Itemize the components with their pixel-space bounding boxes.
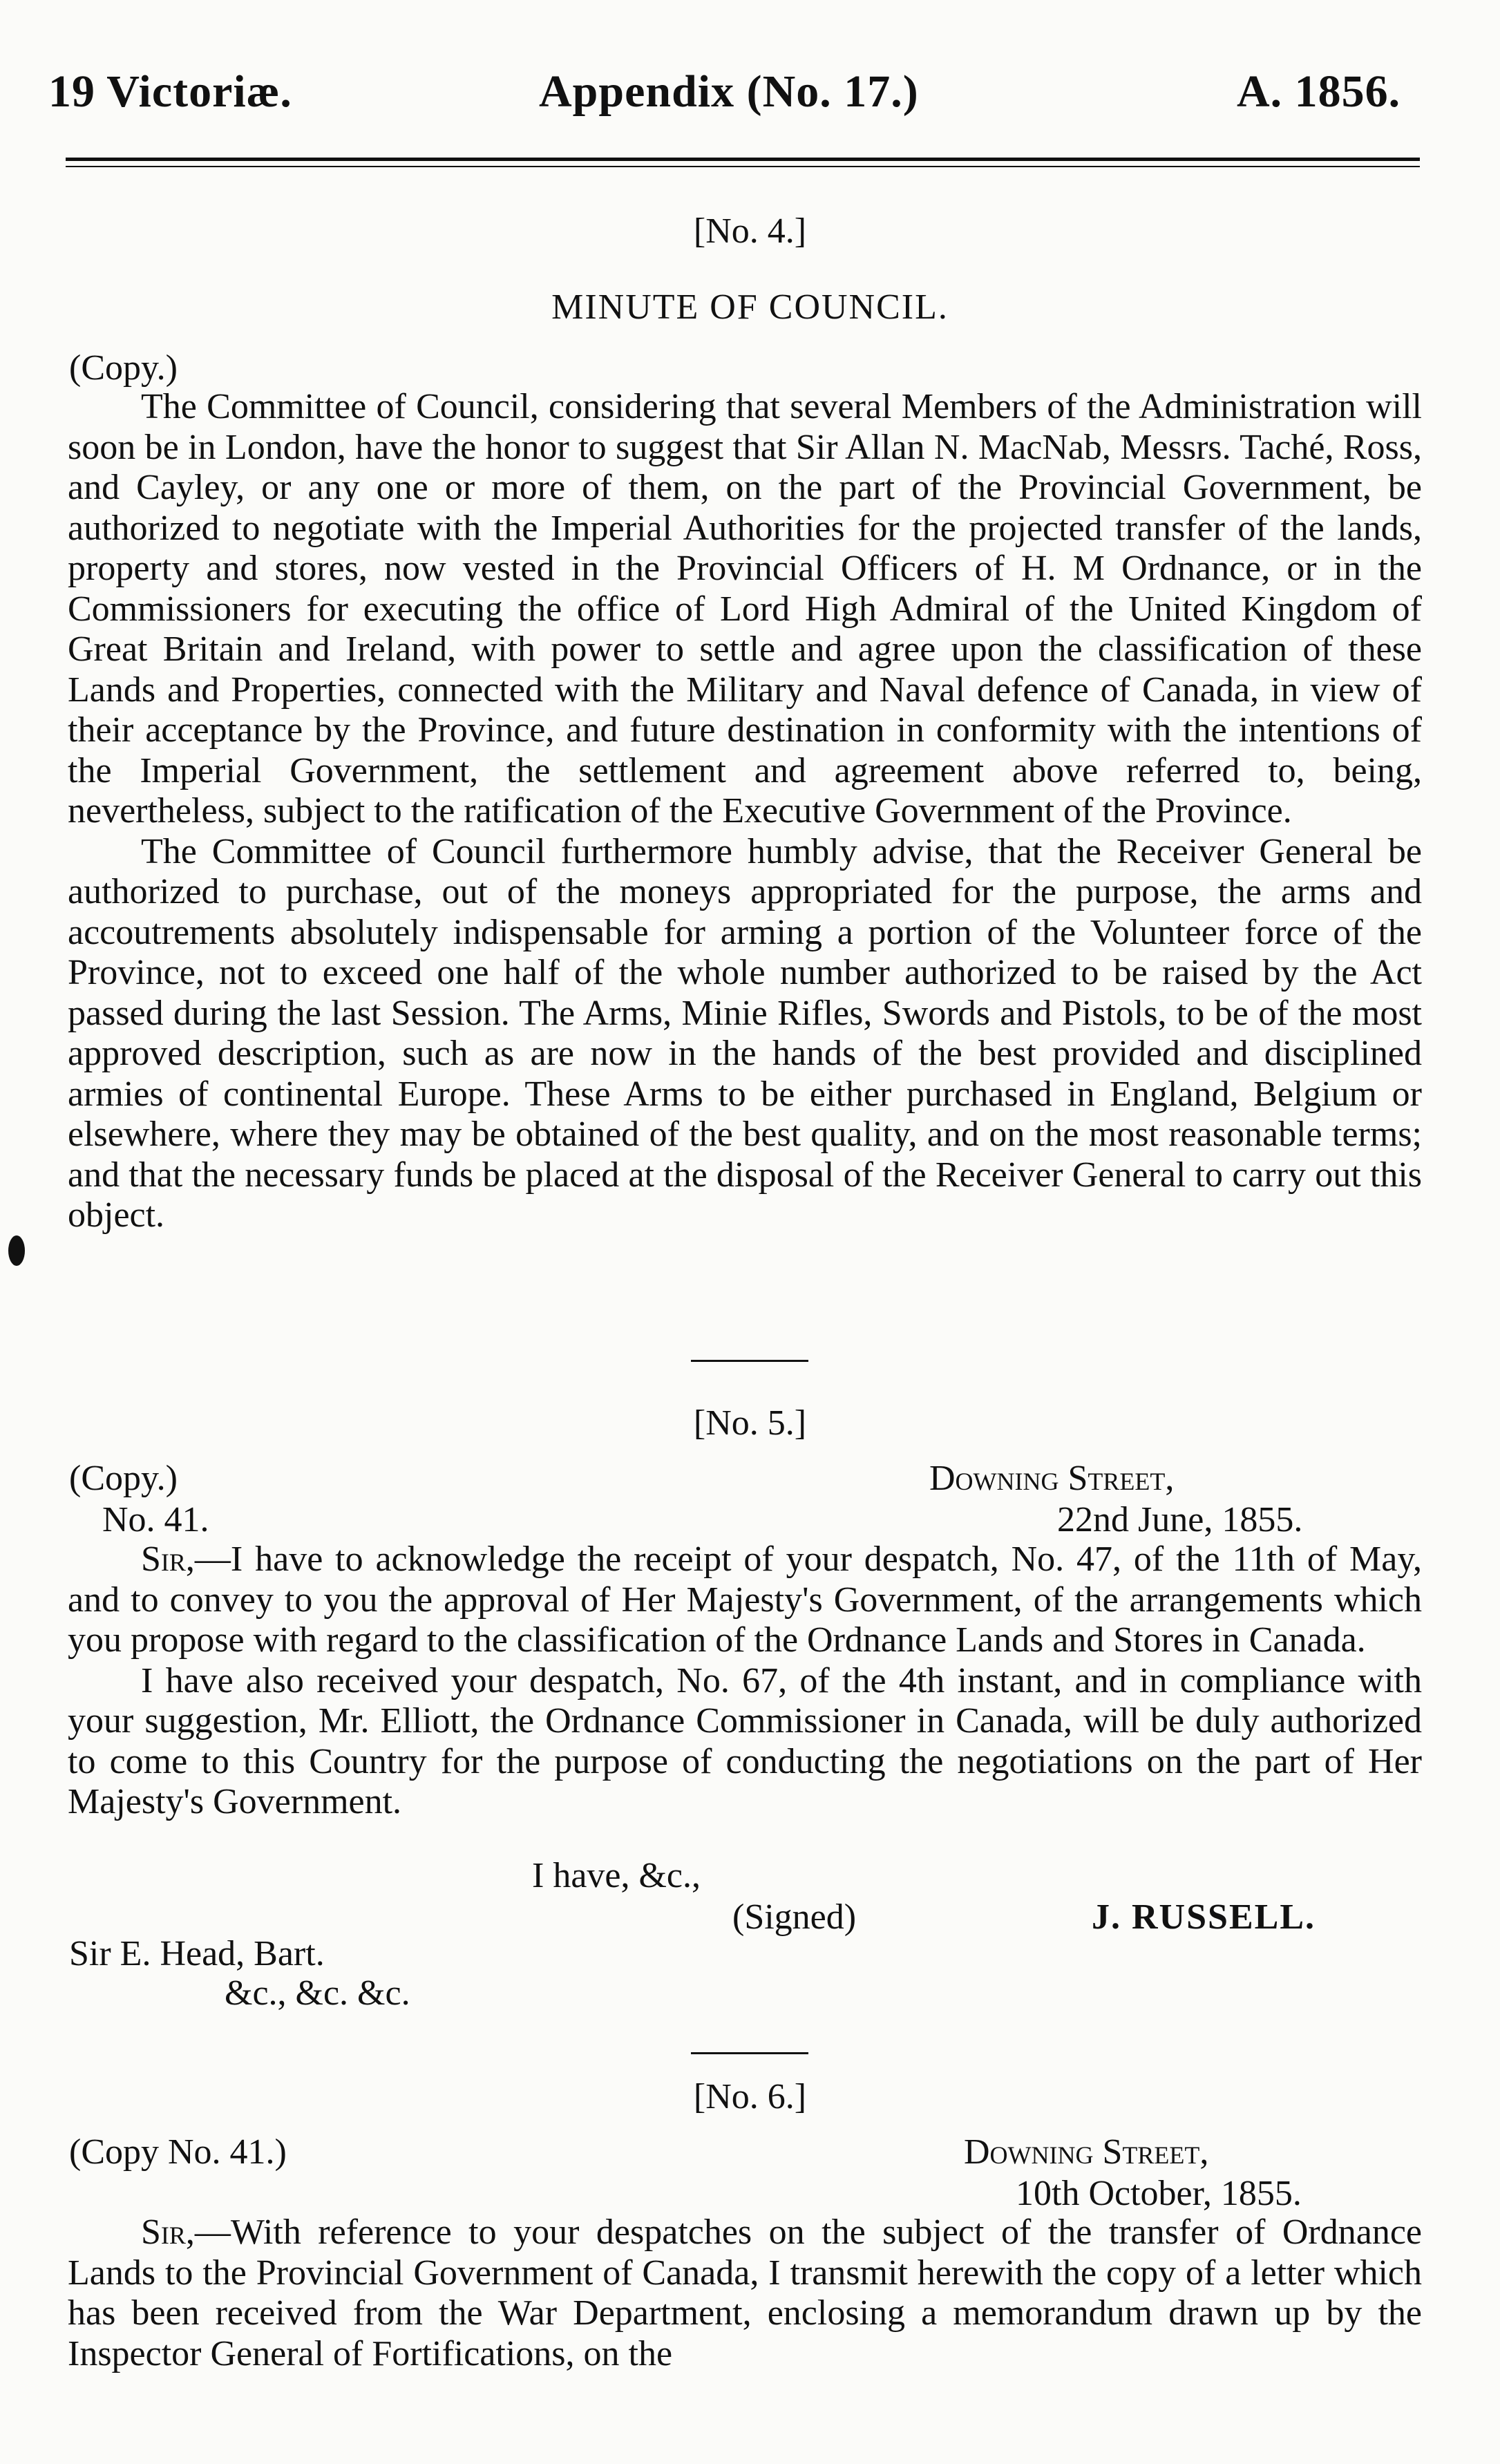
section-divider-1 <box>691 1360 808 1362</box>
doc5-copy-label: (Copy.) <box>69 1459 178 1498</box>
doc5-salutation: Sir, <box>141 1539 195 1579</box>
doc4-copy-label: (Copy.) <box>69 348 178 388</box>
doc6-copy-label: (Copy No. 41.) <box>69 2132 287 2172</box>
doc5-signed-label: (Signed) <box>732 1897 857 1937</box>
doc4-number: [No. 4.] <box>693 211 807 251</box>
header-rule-thick <box>66 158 1420 161</box>
header-appendix: Appendix (No. 17.) <box>539 66 919 117</box>
doc5-signature: J. RUSSELL. <box>1092 1897 1316 1937</box>
doc4-paragraph-2: The Committee of Council furthermore humbly advise, that the Receiver General be authorized to purchase, out of the moneys appropriated for the purpose, the arms and accoutrements absolutely indispensable for arming a portion of the Volunteer force of the Province, not to exceed one half of the whole number authorized to be raised by the Act passed during the last Session. The Arms, Minie Rifles, Swords and Pistols, to be of the most approved description, such as are now in the hands of the best provided and disciplined armies of continental Europe. These Arms to be either purchased in England, Belgium or elsewhere, where they may be obtained of the best quality, and on the most reasonable terms; and that the necessary funds be placed at the disposal of the Receiver General to carry out this object. <box>68 831 1422 1235</box>
doc6-salutation: Sir, <box>141 2212 195 2252</box>
doc5-place: Downing Street, <box>929 1459 1175 1498</box>
header-rule-thin <box>66 166 1420 167</box>
doc5-paragraph-2: I have also received your despatch, No. 67, of the 4th instant, and in compliance with your suggestion, Mr. Elliott, the Ordnance Commissioner in Canada, will be duly authorized to come to this Country for the purpose of conducting the negotiations on the part of Her Majesty's Government. <box>68 1660 1422 1821</box>
doc5-addressee: Sir E. Head, Bart. <box>69 1934 325 1973</box>
margin-ink-mark <box>8 1235 25 1266</box>
header-session: 19 Victoriæ. <box>48 66 292 117</box>
doc6-body <box>68 2212 1422 2374</box>
doc6-number: [No. 6.] <box>693 2077 807 2116</box>
doc6-date: 10th October, 1855. <box>1016 2174 1302 2213</box>
doc6-place: Downing Street, <box>964 2132 1209 2172</box>
doc4-paragraph-1: The Committee of Council, considering that several Members of the Administration will soon be in London, have the honor to suggest that Sir Allan N. MacNab, Messrs. Taché, Ross, and Cayley, or any one or more of them, on the part of the Provincial Government, be authorized to negotiate with the Imperial Authorities for the projected transfer of the lands, property and stores, now vested in the Provincial Officers of H. M Ordnance, or in the Commissioners for executing the office of Lord High Admiral of the United Kingdom of Great Britain and Ireland, with power to settle and agree upon the classification of these Lands and Properties, connected with the Military and Naval defence of Canada, in view of their acceptance by the Province, and future destination in conformity with the intentions of the Imperial Government, the settlement and agreement above referred to, being, nevertheless, subject to the ratification of the Executive Government of the Province. <box>68 387 1422 831</box>
doc6-paragraph-1-text: —With reference to your despatches on the subject of the transfer of Ordnance Lands to the Provincial Government of Canada, I transmit herewith the copy of a letter which has been received from the War Department, enclosing a memorandum drawn up by the Inspector General of Fortifications, on the <box>68 2212 1422 2373</box>
doc5-paragraph-1 <box>68 1539 1422 1661</box>
section-divider-2 <box>691 2052 808 2054</box>
doc4-title: MINUTE OF COUNCIL. <box>551 287 949 327</box>
doc5-reference: No. 41. <box>102 1500 209 1539</box>
doc4-body <box>68 387 1422 1236</box>
doc5-body <box>68 1539 1422 1823</box>
doc6-paragraph-1 <box>68 2212 1422 2374</box>
doc5-closing: I have, &c., <box>532 1856 701 1895</box>
doc5-paragraph-1-text: —I have to acknowledge the receipt of your despatch, No. 47, of the 11th of May, and to convey to you the approval of Her Majesty's Government, of the arrangements which you propose with regard to the classification of the Ordnance Lands and Stores in Canada. <box>68 1539 1422 1660</box>
header-year: A. 1856. <box>1237 66 1401 117</box>
doc5-date: 22nd June, 1855. <box>1057 1500 1303 1539</box>
doc5-number: [No. 5.] <box>693 1403 807 1443</box>
doc5-etc: &c., &c. &c. <box>225 1973 410 2013</box>
